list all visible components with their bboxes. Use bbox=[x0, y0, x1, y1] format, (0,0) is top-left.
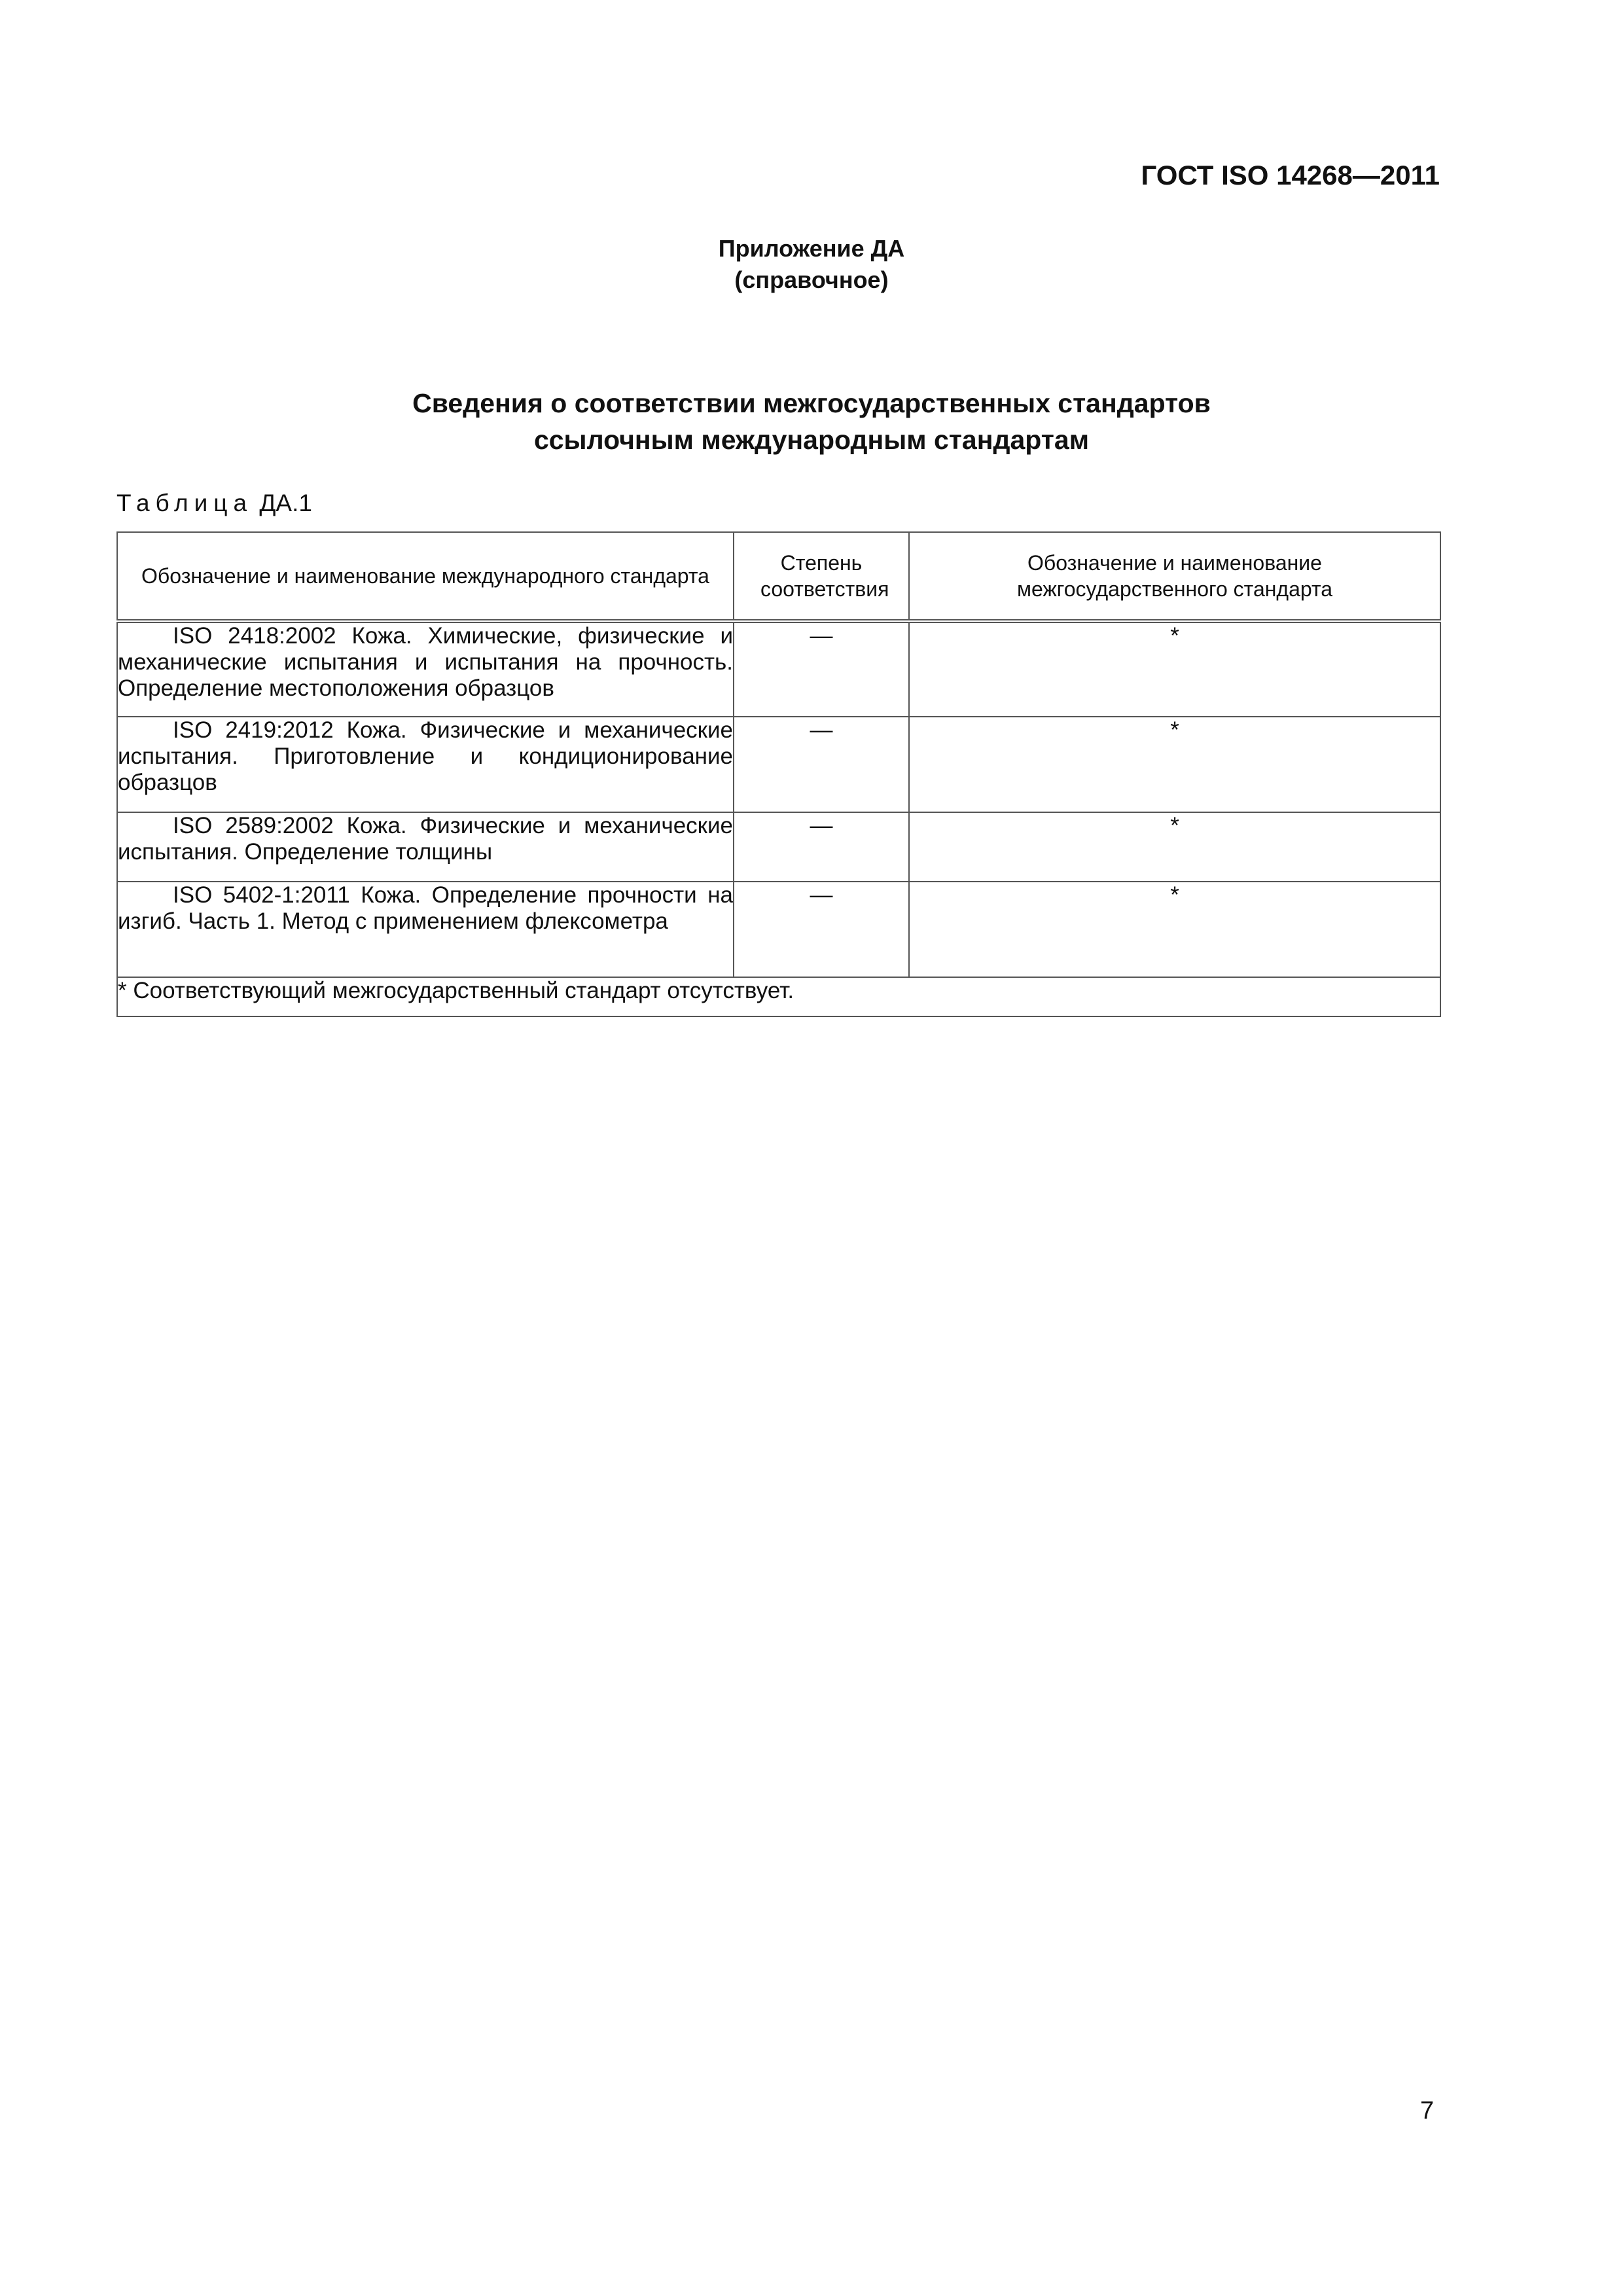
international-standard-cell: ISO 2589:2002 Кожа. Физические и механические испытания. Определение толщины bbox=[117, 812, 734, 882]
interstate-standard-cell: * bbox=[909, 882, 1440, 977]
table-footnote: * Соответствующий межгосударственный стандарт отсутствует. bbox=[117, 977, 1440, 1016]
table-footnote-row bbox=[117, 977, 1440, 1016]
annex-note: (справочное) bbox=[734, 266, 889, 293]
document-code: ГОСТ ISO 14268—2011 bbox=[1141, 160, 1440, 190]
interstate-standard-cell: * bbox=[909, 812, 1440, 882]
header-international-standard: Обозначение и наименование международного стандарта bbox=[117, 532, 734, 621]
table-row bbox=[117, 882, 1440, 977]
interstate-standard-cell: * bbox=[909, 717, 1440, 812]
section-title-line-1: Сведения о соответствии межгосударственных стандартов bbox=[412, 388, 1211, 418]
degree-cell: — bbox=[734, 717, 909, 812]
degree-cell: — bbox=[734, 882, 909, 977]
annex-heading bbox=[484, 233, 1139, 296]
standards-table bbox=[116, 531, 1441, 1017]
international-standard-cell: ISO 2419:2012 Кожа. Физические и механические испытания. Приготовление и кондиционирование образцов bbox=[117, 717, 734, 812]
page-number: 7 bbox=[1420, 2097, 1435, 2125]
table-row bbox=[117, 717, 1440, 812]
international-standard-cell: ISO 2418:2002 Кожа. Химические, физические и механические испытания и испытания на прочность. Определение местоположения образцов bbox=[117, 621, 734, 717]
table-caption bbox=[116, 490, 312, 517]
table-row bbox=[117, 621, 1440, 717]
table-header-row bbox=[117, 532, 1440, 621]
international-standard-cell: ISO 5402-1:2011 Кожа. Определение прочности на изгиб. Часть 1. Метод с применением флексометра bbox=[117, 882, 734, 977]
degree-cell: — bbox=[734, 621, 909, 717]
table-caption-word: Таблица bbox=[116, 490, 253, 516]
section-title bbox=[288, 385, 1335, 458]
header-degree-of-compliance: Степень соответствия bbox=[734, 532, 909, 621]
annex-title: Приложение ДА bbox=[718, 235, 905, 262]
degree-cell: — bbox=[734, 812, 909, 882]
table-caption-number: ДА.1 bbox=[259, 490, 312, 516]
section-title-line-2: ссылочным международным стандартам bbox=[533, 425, 1090, 455]
interstate-standard-cell: * bbox=[909, 621, 1440, 717]
table-row bbox=[117, 812, 1440, 882]
header-interstate-standard: Обозначение и наименование межгосударственного стандарта bbox=[909, 532, 1440, 621]
